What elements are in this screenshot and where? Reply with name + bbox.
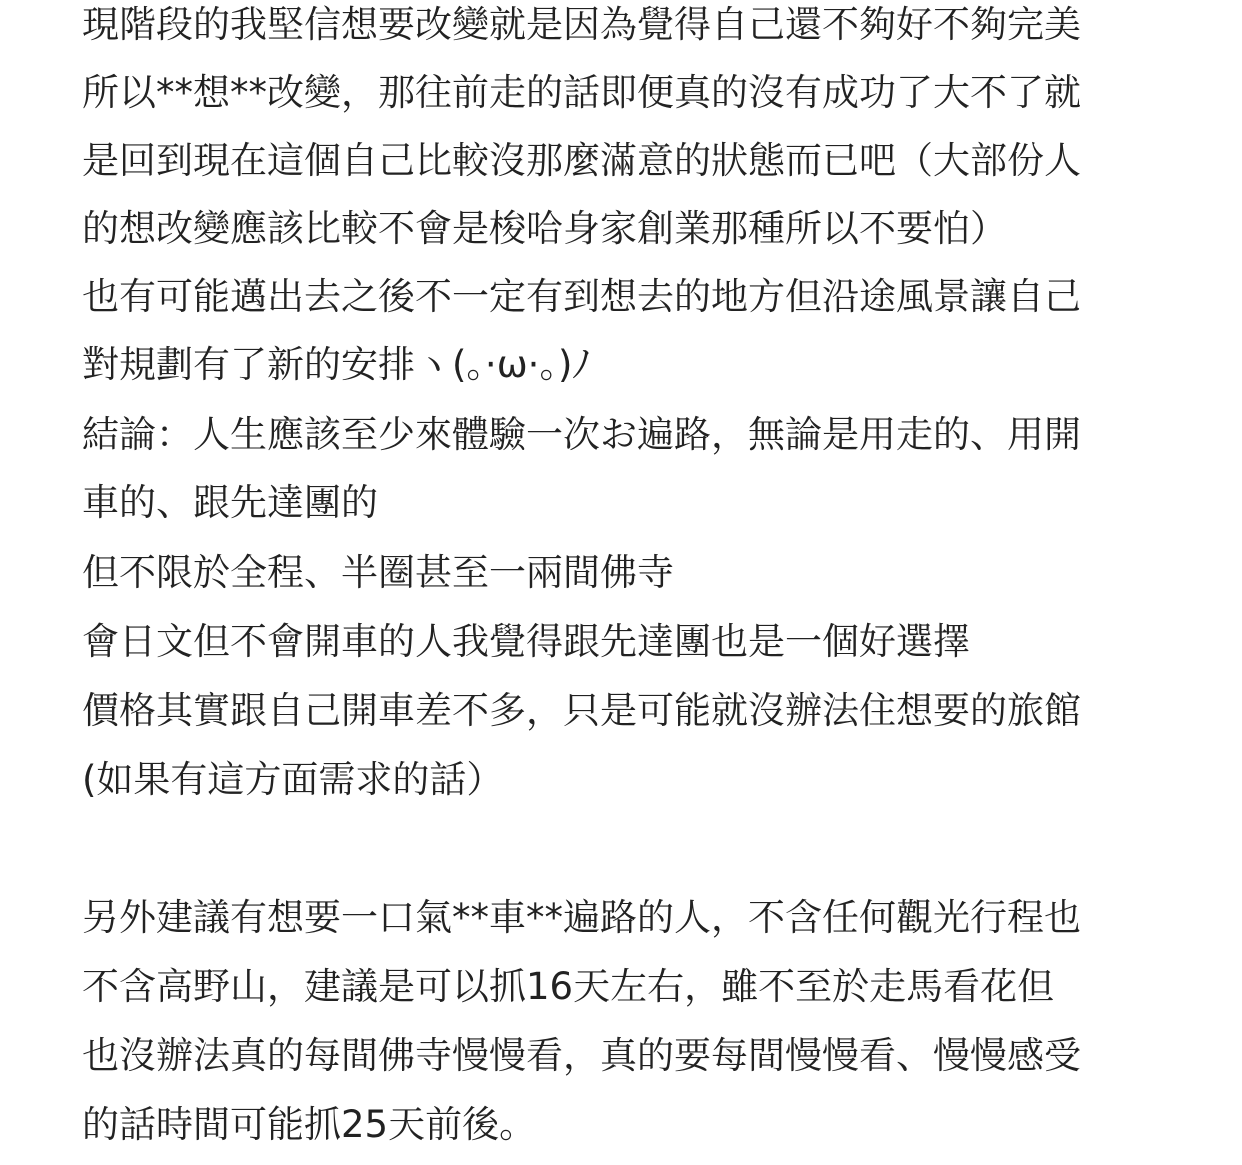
text-line: 的想改變應該比較不會是梭哈身家創業那種所以不要怕） (82, 207, 1007, 250)
text-line: 現階段的我堅信想要改變就是因為覺得自己還不夠好不夠完美 (82, 3, 1081, 46)
text-line: 是回到現在這個自己比較沒那麼滿意的狀態而已吧（大部份人 (82, 139, 1081, 182)
text-line: 結論：人生應該至少來體驗一次お遍路，無論是用走的、用開 (82, 413, 1081, 456)
text-line: 對規劃有了新的安排ヽ(。·ω·。)ﾉ (82, 343, 591, 386)
text-line: 價格其實跟自己開車差不多，只是可能就沒辦法住想要的旅館 (82, 689, 1081, 732)
text-line: 也沒辦法真的每間佛寺慢慢看，真的要每間慢慢看、慢慢感受 (82, 1034, 1081, 1077)
text-line: (如果有這方面需求的話） (82, 758, 504, 801)
text-line: 所以**想**改變，那往前走的話即便真的沒有成功了大不了就 (82, 71, 1081, 114)
text-line: 的話時間可能抓25天前後。 (82, 1103, 537, 1146)
text-line: 但不限於全程、半圈甚至一兩間佛寺 (82, 551, 674, 594)
text-line: 不含高野山，建議是可以抓16天左右，雖不至於走馬看花但 (82, 965, 1055, 1008)
text-line: 會日文但不會開車的人我覺得跟先達團也是一個好選擇 (82, 620, 970, 663)
text-line: 車的、跟先達團的 (82, 481, 378, 524)
text-line: 另外建議有想要一口氣**車**遍路的人，不含任何觀光行程也 (82, 896, 1081, 939)
text-line: 也有可能邁出去之後不一定有到想去的地方但沿途風景讓自己 (82, 275, 1081, 318)
